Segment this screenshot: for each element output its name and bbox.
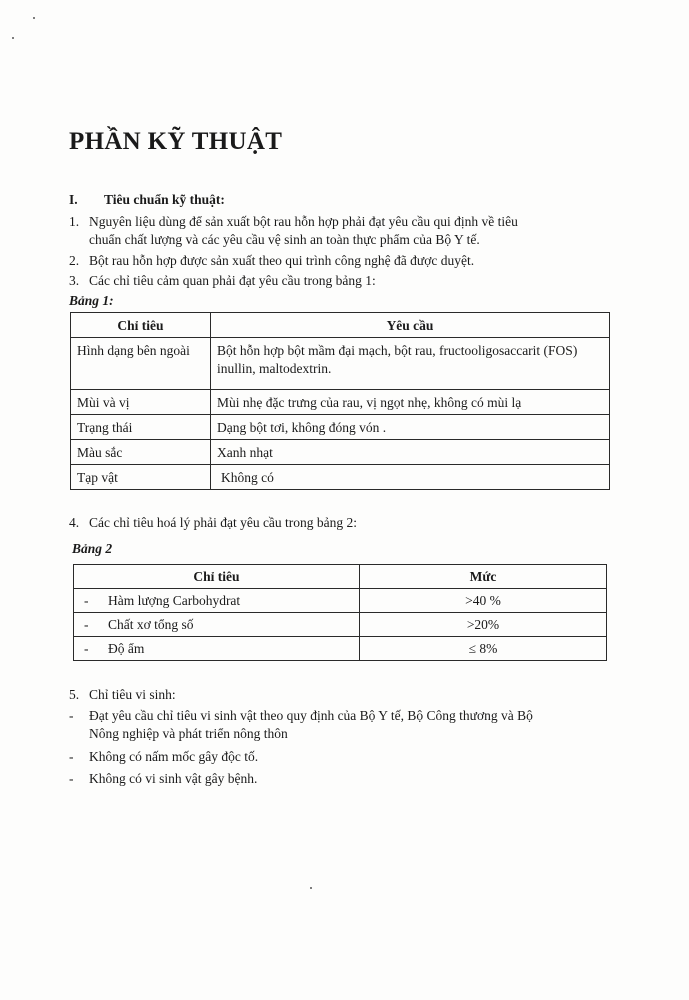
item-text: Bột rau hỗn hợp được sản xuất theo qui trình công nghệ đã được duyệt. (89, 253, 475, 268)
level-cell: >40 % (360, 589, 607, 613)
table2 (73, 564, 607, 661)
scan-speck (310, 887, 312, 889)
table-header-row (74, 565, 607, 589)
dash-bullet: - (84, 593, 89, 608)
item-text: Nguyên liệu dùng để sản xuất bột rau hỗn hợp phải đạt yêu cầu qui định về tiêu (89, 214, 518, 229)
criterion-cell: Màu sắc (71, 440, 211, 465)
item-number: 3. (69, 273, 80, 288)
page-title: PHẦN KỸ THUẬT (69, 128, 283, 155)
table-row (71, 415, 610, 440)
table-header: Chỉ tiêu (71, 313, 211, 338)
list-item-5 (69, 686, 176, 704)
table-header-row (71, 313, 610, 338)
section-number: I. (69, 192, 78, 207)
requirement-cell (211, 338, 610, 390)
table-header: Mức (360, 565, 607, 589)
criterion-text: Chất xơ tổng số (108, 617, 194, 632)
scan-speck (33, 17, 35, 19)
requirement-line: inullin, maltodextrin. (217, 361, 332, 376)
table-header: Chỉ tiêu (74, 565, 360, 589)
bullet-text: Đạt yêu cầu chỉ tiêu vi sinh vật theo quy định của Bộ Y tế, Bộ Công thương và Bộ (89, 708, 533, 723)
criterion-text: Độ ẩm (108, 641, 145, 656)
bullet-text: Không có nấm mốc gây độc tố. (89, 749, 259, 764)
table-row (74, 613, 607, 637)
bullet-text: Không có vi sinh vật gây bệnh. (89, 771, 258, 786)
section-title: Tiêu chuẩn kỹ thuật: (104, 192, 225, 207)
microbiology-bullet-2 (69, 748, 258, 766)
dash-bullet: - (69, 771, 74, 786)
table1 (70, 312, 610, 490)
section-heading (69, 190, 225, 209)
requirement-cell: Không có (211, 465, 610, 490)
requirement-cell: Mùi nhẹ đặc trưng của rau, vị ngọt nhẹ, không có mùi lạ (211, 390, 610, 415)
dash-bullet: - (69, 749, 74, 764)
criterion-cell (74, 589, 360, 613)
item-number: 2. (69, 253, 80, 268)
list-item-4 (69, 514, 357, 532)
table-row (71, 465, 610, 490)
criterion-cell: Mùi và vị (71, 390, 211, 415)
criterion-cell: Tạp vật (71, 465, 211, 490)
table-row (74, 637, 607, 661)
microbiology-bullet-3 (69, 770, 257, 788)
item-text: Chỉ tiêu vi sinh: (89, 687, 176, 702)
item-text: Các chỉ tiêu cảm quan phải đạt yêu cầu trong bảng 1: (89, 273, 376, 288)
item-number: 1. (69, 214, 80, 229)
microbiology-bullet-1 (69, 707, 533, 743)
table-row (71, 390, 610, 415)
dash-bullet: - (84, 617, 89, 632)
requirement-cell: Dạng bột tơi, không đóng vón . (211, 415, 610, 440)
requirement-cell: Xanh nhạt (211, 440, 610, 465)
list-item-1 (69, 213, 518, 249)
table1-caption: Bảng 1: (69, 293, 114, 308)
scan-speck (12, 37, 14, 39)
list-item-3 (69, 272, 376, 290)
bullet-text: Nông nghiệp và phát triển nông thôn (89, 726, 288, 741)
criterion-cell: Hình dạng bên ngoài (71, 338, 211, 390)
level-cell: >20% (360, 613, 607, 637)
level-cell: ≤ 8% (360, 637, 607, 661)
table-header: Yêu cầu (211, 313, 610, 338)
dash-bullet: - (69, 708, 74, 723)
criterion-cell (74, 613, 360, 637)
table-row (71, 338, 610, 390)
item-text: chuẩn chất lượng và các yêu cầu vệ sinh an toàn thực phẩm của Bộ Y tế. (89, 232, 480, 247)
item-number: 5. (69, 687, 80, 702)
requirement-line: Bột hỗn hợp bột mầm đại mạch, bột rau, fructooligosaccarit (FOS) (217, 343, 578, 358)
item-text: Các chỉ tiêu hoá lý phải đạt yêu cầu trong bảng 2: (89, 515, 358, 530)
table-row (74, 589, 607, 613)
table-row (71, 440, 610, 465)
dash-bullet: - (84, 641, 89, 656)
list-item-2 (69, 252, 474, 270)
criterion-cell (74, 637, 360, 661)
criterion-cell: Trạng thái (71, 415, 211, 440)
table2-caption: Bảng 2 (72, 541, 113, 556)
item-number: 4. (69, 515, 80, 530)
criterion-text: Hàm lượng Carbohydrat (108, 593, 241, 608)
